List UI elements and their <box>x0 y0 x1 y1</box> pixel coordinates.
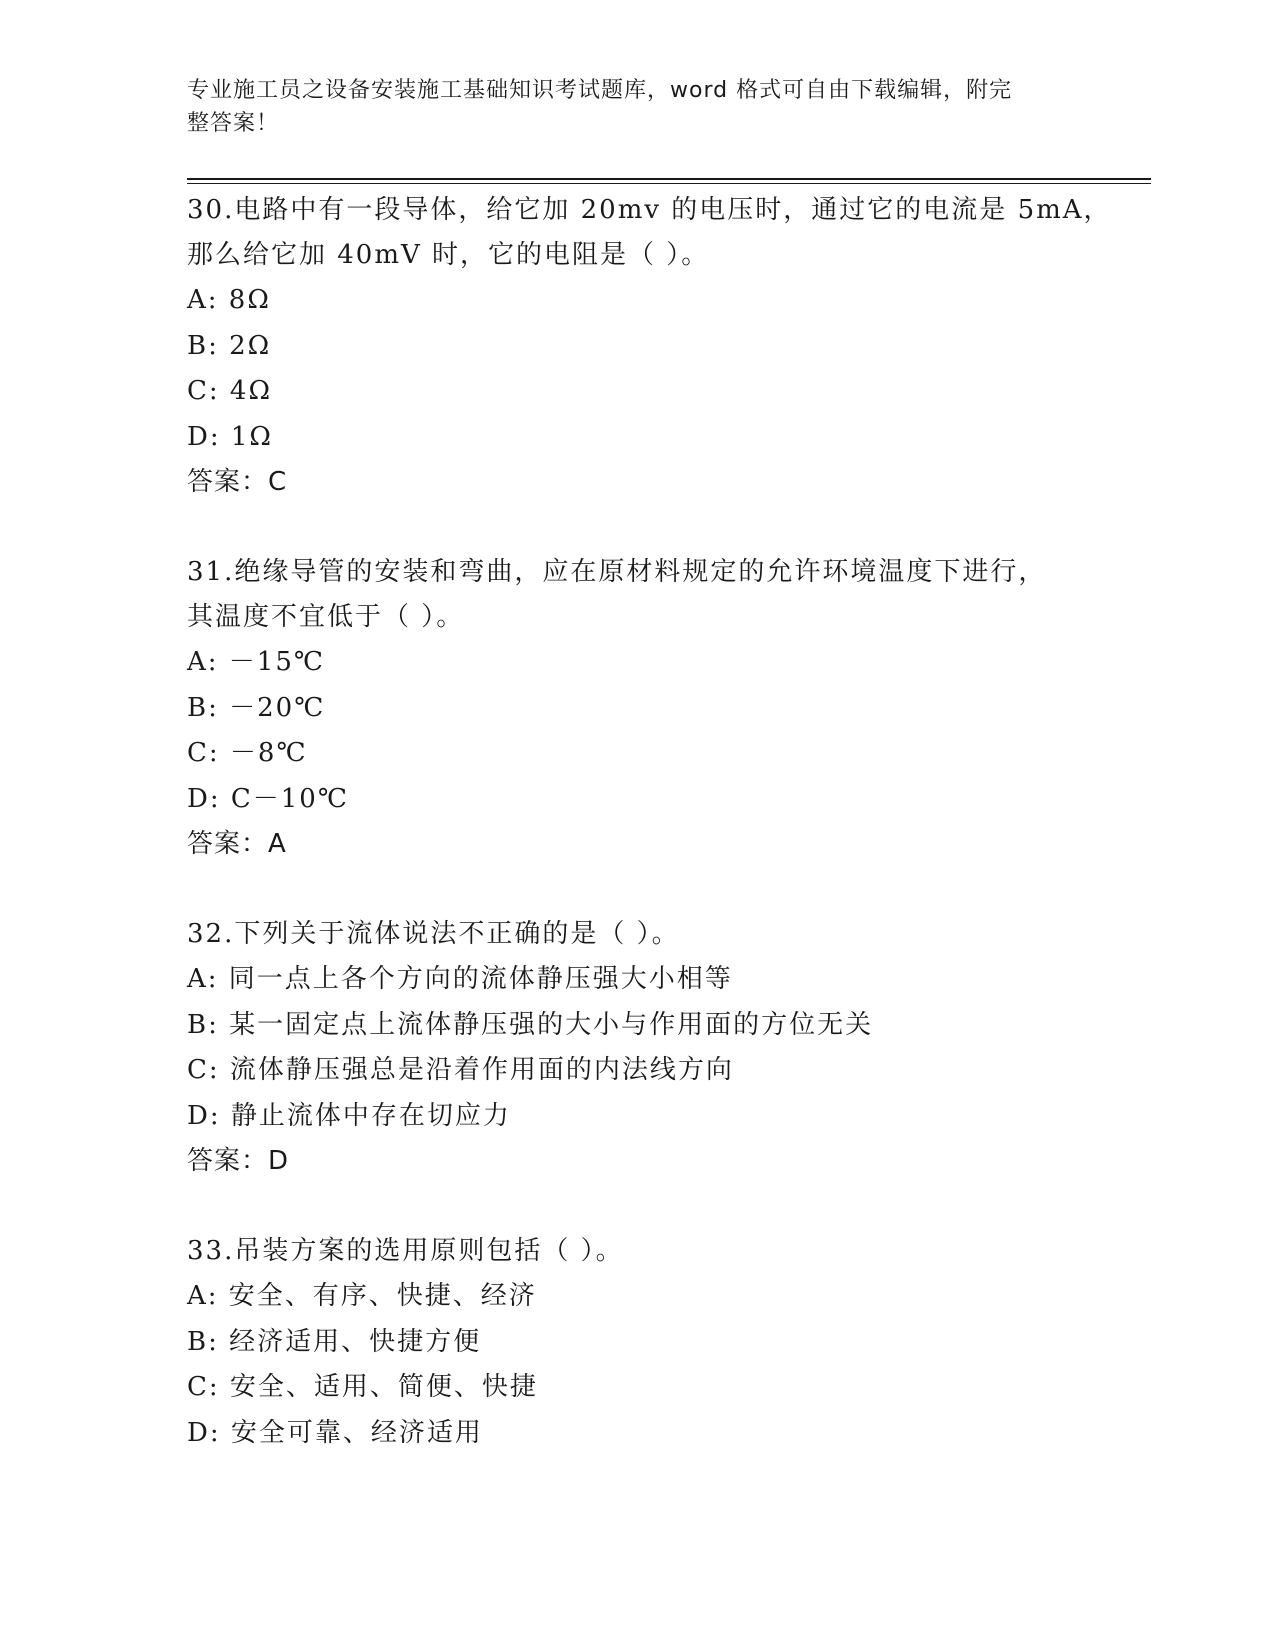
header-divider-thick <box>187 178 1151 180</box>
question-33 <box>187 1229 1117 1456</box>
option-b: B: 某一固定点上流体静压强的大小与作用面的方位无关 <box>187 1009 874 1040</box>
option-c: C: －8℃ <box>187 738 308 768</box>
question-text-line: 其温度不宜低于（ ）。 <box>187 602 465 632</box>
question-text-line: 31.绝缘导管的安装和弯曲，应在原材料规定的允许环境温度下进行， <box>187 557 1047 587</box>
question-32 <box>187 912 1117 1184</box>
answer-line: 答案：C <box>187 467 288 497</box>
header-line-1: 专业施工员之设备安装施工基础知识考试题库，word 格式可自由下载编辑，附完 <box>187 78 1013 103</box>
option-d: D: C－10℃ <box>187 783 349 814</box>
question-list <box>187 188 1117 1501</box>
option-d: D: 安全可靠、经济适用 <box>187 1417 483 1448</box>
option-b: B: 经济适用、快捷方便 <box>187 1326 482 1357</box>
question-30 <box>187 188 1117 505</box>
option-a: A: 8Ω <box>187 285 271 315</box>
question-text-line: 32.下列关于流体说法不正确的是（ ）。 <box>187 919 680 949</box>
option-c: C: 4Ω <box>187 376 273 406</box>
option-a: A: 同一点上各个方向的流体静压强大小相等 <box>187 964 733 994</box>
option-b: B: －20℃ <box>187 692 326 723</box>
answer-line: 答案：A <box>187 829 287 859</box>
question-31 <box>187 550 1117 867</box>
option-d: D: 静止流体中存在切应力 <box>187 1100 511 1131</box>
option-c: C: 流体静压强总是沿着作用面的内法线方向 <box>187 1055 734 1085</box>
option-a: A: －15℃ <box>187 647 325 677</box>
header-line-2: 整答案！ <box>187 111 280 136</box>
option-b: B: 2Ω <box>187 330 272 361</box>
header-divider-thin <box>187 183 1151 184</box>
question-text-line: 那么给它加 40mV 时，它的电阻是（ ）。 <box>187 240 710 270</box>
option-c: C: 安全、适用、简便、快捷 <box>187 1372 538 1402</box>
answer-line: 答案：D <box>187 1146 290 1176</box>
document-header <box>187 74 1067 140</box>
question-text-line: 30.电路中有一段导体，给它加 20mv 的电压时，通过它的电流是 5mA， <box>187 195 1112 225</box>
option-d: D: 1Ω <box>187 421 273 452</box>
question-text-line: 33.吊装方案的选用原则包括（ ）。 <box>187 1236 624 1266</box>
option-a: A: 安全、有序、快捷、经济 <box>187 1281 537 1311</box>
